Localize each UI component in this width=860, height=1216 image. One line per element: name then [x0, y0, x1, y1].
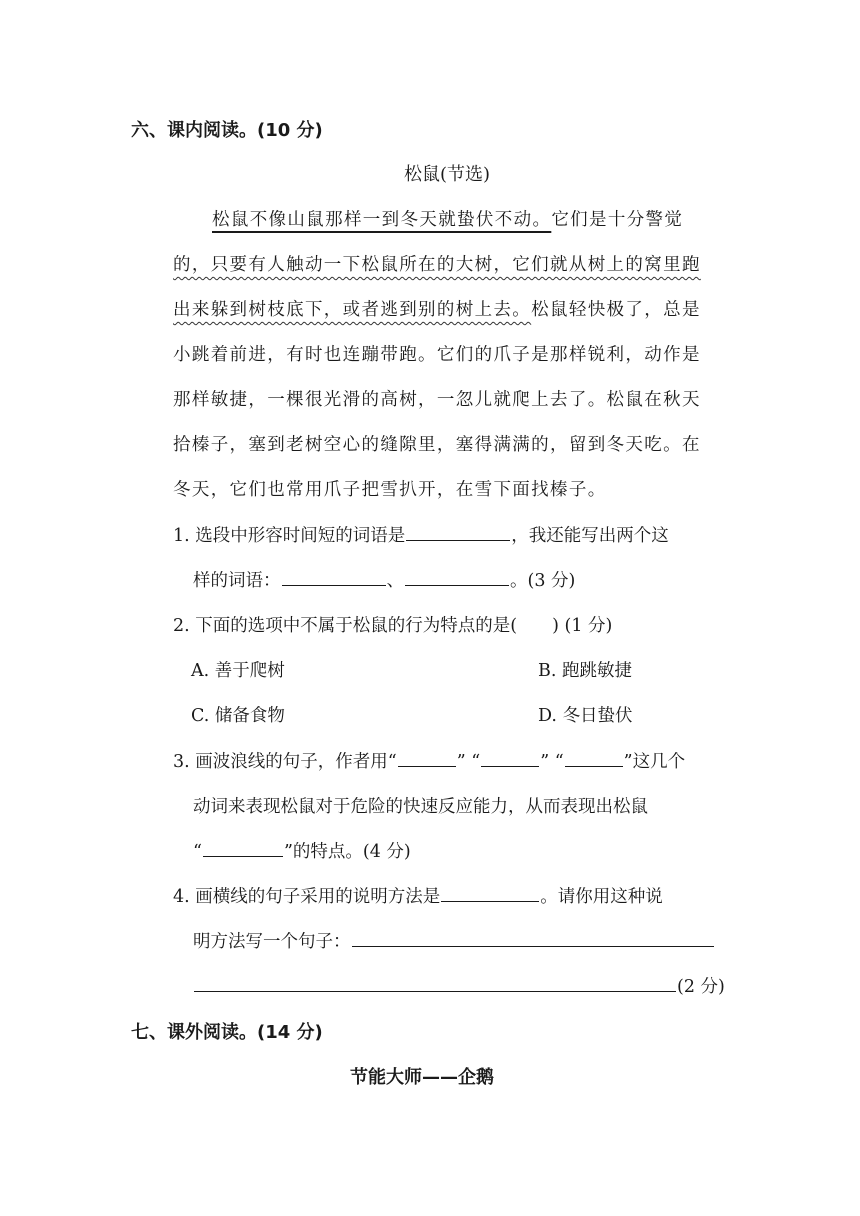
passage-line-7: 冬天，它们也常用爪子把雪扒开，在雪下面找榛子。 [173, 480, 607, 500]
option-c[interactable] [191, 702, 285, 727]
question-number: 4. [173, 887, 190, 907]
answer-blank[interactable] [441, 883, 539, 902]
answer-blank[interactable] [282, 567, 386, 586]
option-label: B. [538, 661, 557, 681]
wavy-underlined-sentence: 的，只要有人触动一下松鼠所在的大树，它们就从树上的窝里跑 [173, 255, 701, 275]
question-text: 。(3 分) [510, 571, 576, 591]
question-1-line-1 [173, 522, 669, 547]
question-4-line-3 [193, 973, 725, 998]
passage-line-5: 那样敏捷，一棵很光滑的高树，一忽儿就爬上去了。松鼠在秋天 [173, 390, 701, 410]
passage-line-4: 小跳着前进，有时也连蹦带跑。它们的爪子是那样锐利，动作是 [173, 345, 701, 365]
option-label: A. [191, 661, 210, 681]
question-2 [173, 612, 612, 637]
question-text: 。请你用这种说 [540, 887, 663, 907]
option-label: C. [191, 706, 210, 726]
option-text: 善于爬树 [214, 661, 285, 681]
question-number: 2. [173, 616, 190, 636]
straight-underlined-sentence: 松鼠不像山鼠那样一到冬天就蛰伏不动。 [212, 210, 552, 230]
option-label: D. [538, 706, 557, 726]
question-text: 明方法写一个句子： [193, 932, 351, 952]
question-text: ，我还能写出两个这 [511, 526, 669, 546]
passage-text: 它们是十分警觉 [551, 210, 684, 230]
section6-heading: 六、课内阅读。(10 分) [131, 120, 323, 141]
question-3-line-2: 动词来表现松鼠对于危险的快速反应能力，从而表现出松鼠 [193, 797, 648, 817]
answer-blank[interactable] [406, 522, 510, 541]
question-text: “ [193, 842, 202, 862]
question-text: 、 [386, 571, 404, 591]
question-score: (2 分) [677, 977, 725, 997]
section7-title: 节能大师——企鹅 [350, 1067, 494, 1088]
question-text: 画横线的句子采用的说明方法是 [195, 887, 441, 907]
option-text: 储备食物 [214, 706, 285, 726]
question-text: ”的特点。(4 分) [283, 842, 411, 862]
question-text: 画波浪线的句子，作者用“ [195, 752, 397, 772]
question-3-line-3 [193, 838, 411, 863]
option-text: 跑跳敏捷 [562, 661, 633, 681]
question-4-line-1 [173, 883, 663, 908]
passage-title: 松鼠(节选) [404, 164, 491, 185]
passage-line-6: 拾榛子，塞到老树空心的缝隙里，塞得满满的，留到冬天吃。在 [173, 435, 701, 455]
answer-blank[interactable] [565, 748, 623, 767]
question-number: 1. [173, 526, 190, 546]
question-3-line-1 [173, 748, 685, 773]
question-4-line-2 [193, 928, 715, 953]
answer-blank[interactable] [398, 748, 456, 767]
answer-line[interactable] [194, 973, 676, 992]
question-1-line-2 [193, 567, 575, 592]
question-text: ” “ [540, 752, 564, 772]
passage-line-1 [212, 206, 683, 231]
question-text: ” “ [456, 752, 481, 772]
answer-blank[interactable] [203, 838, 283, 857]
option-text: 冬日蛰伏 [562, 706, 633, 726]
option-b[interactable] [538, 657, 632, 682]
answer-blank[interactable] [481, 748, 539, 767]
question-text: 样的词语： [193, 571, 281, 591]
answer-blank[interactable] [405, 567, 509, 586]
option-d[interactable] [538, 702, 633, 727]
option-a[interactable] [191, 657, 285, 682]
answer-line[interactable] [352, 928, 714, 947]
section7-heading: 七、课外阅读。(14 分) [131, 1022, 323, 1043]
passage-line-2 [173, 251, 701, 276]
passage-text: 松鼠轻快极了，总是 [531, 300, 701, 320]
question-text: 下面的选项中不属于松鼠的行为特点的是( ) (1 分) [195, 616, 613, 636]
wavy-underlined-sentence-end: 出来躲到树枝底下，或者逃到别的树上去。 [173, 300, 532, 320]
passage-line-3 [173, 296, 701, 321]
question-text: 选段中形容时间短的词语是 [195, 526, 406, 546]
question-number: 3. [173, 752, 190, 772]
question-text: ”这几个 [623, 752, 686, 772]
